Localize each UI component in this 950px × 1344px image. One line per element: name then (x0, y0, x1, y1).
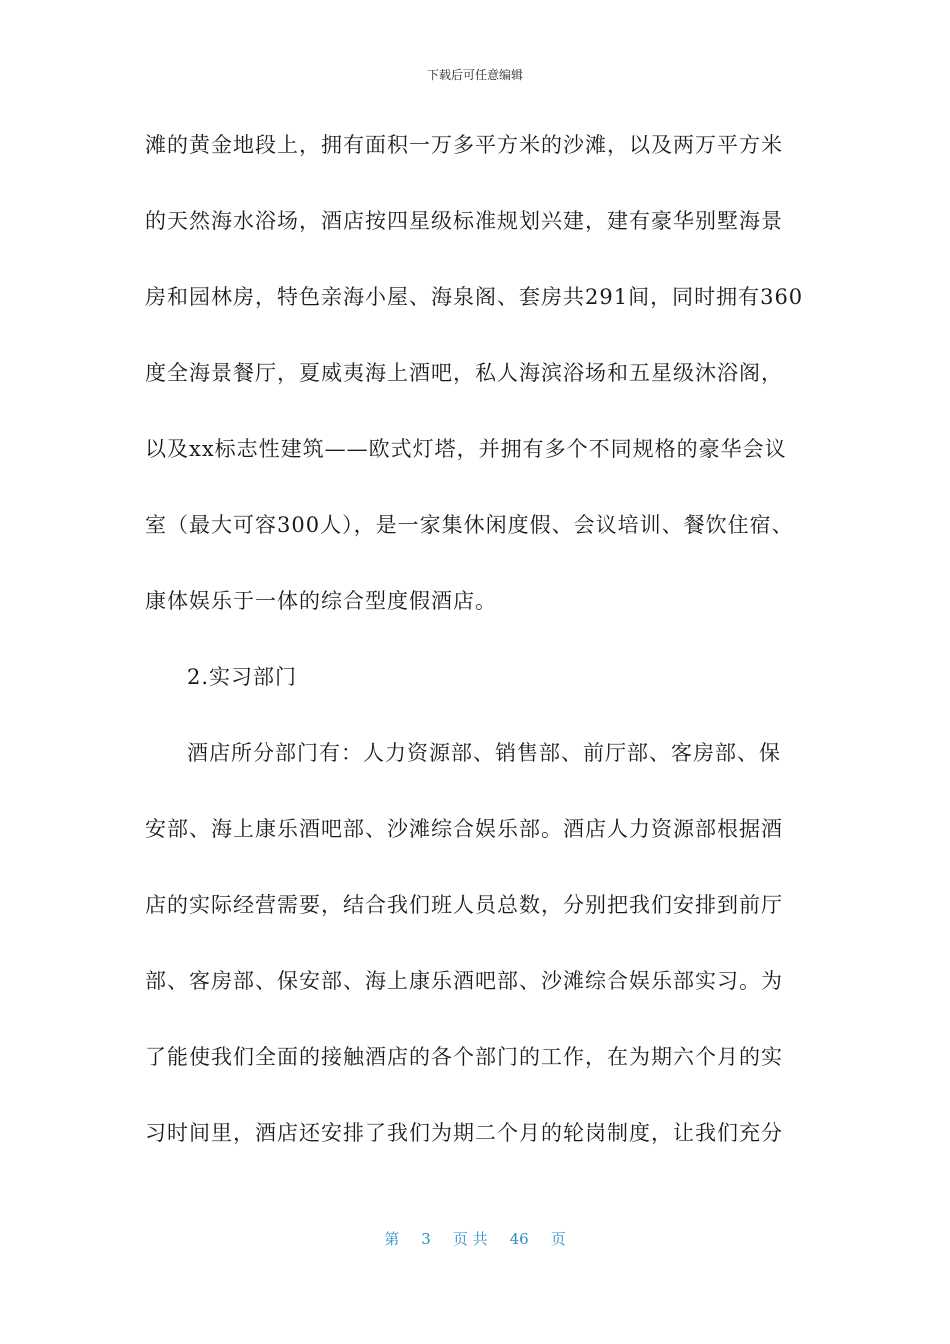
total-pages-number: 46 (509, 1230, 529, 1248)
paragraph-line: 习时间里，酒店还安排了我们为期二个月的轮岗制度，让我们充分 (145, 1121, 783, 1145)
paragraph-line: 以及xx标志性建筑——欧式灯塔，并拥有多个不同规格的豪华会议 (145, 437, 787, 461)
paragraph-line: 的天然海水浴场，酒店按四星级标准规划兴建，建有豪华别墅海景 (145, 209, 783, 233)
paragraph-line: 室（最大可容300人），是一家集休闲度假、会议培训、餐饮住宿、 (145, 513, 794, 537)
footer-prefix: 第 (384, 1230, 400, 1248)
document-body (145, 126, 810, 1190)
current-page-number: 3 (421, 1230, 431, 1248)
page-header-note: 下载后可任意编辑 (426, 68, 523, 82)
paragraph-line: 部、客房部、保安部、海上康乐酒吧部、沙滩综合娱乐部实习。为 (145, 969, 783, 993)
section-heading: 2.实习部门 (187, 665, 298, 689)
footer-suffix: 页 (550, 1230, 566, 1248)
paragraph-line: 了能使我们全面的接触酒店的各个部门的工作，在为期六个月的实 (145, 1045, 783, 1069)
paragraph-line: 康体娱乐于一体的综合型度假酒店。 (145, 589, 497, 613)
paragraph-line: 度全海景餐厅，夏威夷海上酒吧，私人海滨浴场和五星级沐浴阁， (145, 361, 783, 385)
paragraph-line: 滩的黄金地段上，拥有面积一万多平方米的沙滩，以及两万平方米 (145, 133, 783, 157)
paragraph-line: 店的实际经营需要，结合我们班人员总数，分别把我们安排到前厅 (145, 893, 783, 917)
paragraph-line: 安部、海上康乐酒吧部、沙滩综合娱乐部。酒店人力资源部根据酒 (145, 817, 783, 841)
page-footer (0, 1228, 950, 1249)
paragraph-line: 房和园林房，特色亲海小屋、海泉阁、套房共291间，同时拥有360 (145, 285, 804, 309)
footer-middle: 页 共 (452, 1230, 488, 1248)
paragraph-line: 酒店所分部门有：人力资源部、销售部、前厅部、客房部、保 (187, 741, 781, 765)
